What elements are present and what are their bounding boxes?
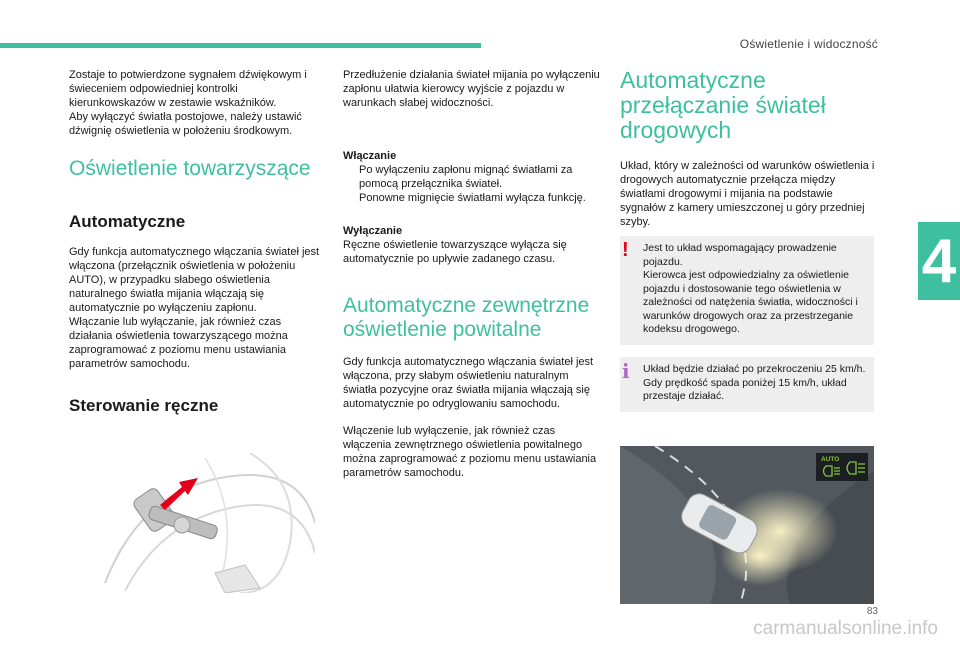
switch-on-heading: Włączanie xyxy=(343,150,397,162)
warning-text: Jest to układ wspomagający prowadzenie pojazdu. Kierowca jest odpowiedzialny za oświetlenie pojazdu i dostosowanie tego oświetlenia w zależności od natężenia światła, widoczności i warunków drogowych oraz za przestrzeganie kodeksu drogowego. xyxy=(643,242,858,335)
page-number: 83 xyxy=(866,606,878,617)
welcome-paragraph: Gdy funkcja automatycznego włączania świateł jest włączona, przy słabym oświetleniu naturalnym światła pozycyjne oraz światła mijania włączają się automatycznie po odryglowaniu samochodu. xyxy=(343,356,594,410)
subheading-manual: Sterowanie ręczne xyxy=(69,396,219,415)
watermark: carmanualsonline.info xyxy=(753,618,938,639)
section-heading-auto-high-beam: Automatyczne przełączanie świateł drogowych xyxy=(620,67,826,143)
middle-intro: Przedłużenie działania świateł mijania po wyłączeniu zapłonu ułatwia kierowcy wyjście z pojazdu w warunkach słabej widoczności. xyxy=(343,69,600,109)
column-left xyxy=(69,68,324,416)
header-accent-bar xyxy=(0,43,481,48)
info-text: Układ będzie działać po przekroczeniu 25 km/h. Gdy prędkość spada poniżej 15 km/h, układ przestaje działać. xyxy=(643,363,866,402)
bullet-glyph xyxy=(343,191,359,205)
high-beam-illustration xyxy=(620,446,874,604)
switch-off-heading: Wyłączanie xyxy=(343,225,403,237)
light-stalk-illustration xyxy=(100,453,315,593)
subheading-automatic: Automatyczne xyxy=(69,212,186,231)
info-icon: i xyxy=(622,359,630,383)
chapter-tab: 4 xyxy=(918,222,960,300)
switch-on-item: Ponowne mignięcie światłami wyłącza funkcję. xyxy=(343,191,601,205)
welcome-paragraph-2: Włączenie lub wyłączenie, jak również czas włączenia zewnętrznego oświetlenia powitalnego można zaprogramować z poziomu menu ustawiania parametrów samochodu. xyxy=(343,425,597,479)
column-right xyxy=(620,68,875,229)
automatic-paragraph: Gdy funkcja automatycznego włączania świateł jest włączona (przełącznik oświetlenia w położeniu AUTO), w przypadku słabego oświetlenia naturalnego światła mijania włączają się automatycznie po wyłączeniu zapłonu. Włączanie lub wyłączanie, jak również czas działania oświetlenia towarzyszącego można zaprogramować z poziomu menu ustawiania parametrów samochodu. xyxy=(69,246,320,370)
high-beam-paragraph: Układ, który w zależności od warunków oświetlenia i drogowych automatycznie przełącza między światłami drogowymi i mijania na podstawie sygnałów z kamery umieszczonej u góry przedniej szyby. xyxy=(620,160,875,228)
warning-icon: ! xyxy=(622,239,629,261)
section-heading-companion-lighting: Oświetlenie towarzyszące xyxy=(69,157,311,180)
bullet-glyph xyxy=(343,163,359,191)
column-middle xyxy=(343,68,601,480)
switch-on-item: Po wyłączeniu zapłonu mignąć światłami za pomocą przełącznika świateł. xyxy=(343,163,601,191)
info-box xyxy=(620,357,874,412)
section-title: Oświetlenie i widoczność xyxy=(739,37,878,51)
section-heading-welcome-lighting: Automatyczne zewnętrzne oświetlenie powitalne xyxy=(343,294,590,341)
auto-label: AUTO xyxy=(821,456,840,463)
intro-paragraph: Zostaje to potwierdzone sygnałem dźwiękowym i świeceniem odpowiedniej kontrolki kierunkowskazów w zestawie wskaźników. Aby wyłączyć światła postojowe, należy ustawić dźwignię oświetlenia w położeniu środkowym. xyxy=(69,69,307,137)
switch-off-paragraph: Ręczne oświetlenie towarzyszące wyłącza się automatycznie po upływie zadanego czasu. xyxy=(343,239,567,265)
warning-box xyxy=(620,236,874,345)
